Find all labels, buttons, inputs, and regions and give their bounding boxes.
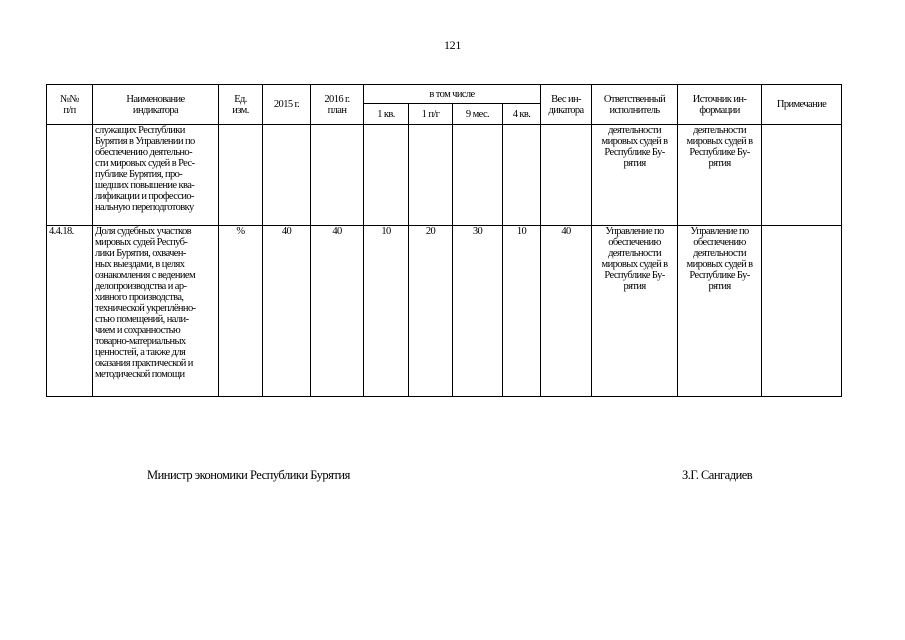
signatory-position: Министр экономики Республики Бурятия [147, 468, 350, 482]
cell-h1 [409, 125, 453, 226]
header-year-2015: 2015 г. [263, 85, 311, 125]
cell-note [762, 226, 842, 397]
cell-responsible: Управление по обеспечению деятельности мировых судей в Республике Бу- рятия [592, 226, 678, 397]
cell-source: деятельности мировых судей в Республике Бу- рятия [678, 125, 762, 226]
signatory-name: З.Г. Сангадиев [682, 468, 753, 482]
header-number: №№ п/п [47, 85, 93, 125]
cell-indicator-name: Доля судебных участков мировых судей Респуб- лики Бурятия, охвачен- ных выездами, в целях ознакомления с ведением делопроизводства и ар- хивного производства, технической укреплённо- стью помещений, нали- чием и сохранностью товарно-материальных ценностей, а также для оказания практической и методической помощи [93, 226, 219, 397]
header-indicator-name: Наименование индикатора [93, 85, 219, 125]
cell-year-2015: 40 [263, 226, 311, 397]
header-weight: Вес ин- дикатора [541, 85, 592, 125]
header-responsible: Ответственный исполнитель [592, 85, 678, 125]
cell-q1: 10 [364, 226, 409, 397]
page-number: 121 [443, 38, 462, 52]
header-q1: 1 кв. [364, 104, 409, 125]
cell-unit: % [219, 226, 263, 397]
header-including: в том числе [364, 85, 541, 104]
header-unit: Ед. изм. [219, 85, 263, 125]
cell-source: Управление по обеспечению деятельности мировых судей в Республике Бу- рятия [678, 226, 762, 397]
cell-q1 [364, 125, 409, 226]
header-year-2016-plan: 2016 г. план [311, 85, 364, 125]
cell-h1: 20 [409, 226, 453, 397]
indicators-table [46, 84, 842, 397]
cell-number: 4.4.18. [47, 226, 93, 397]
cell-year-2016: 40 [311, 226, 364, 397]
cell-q4 [503, 125, 541, 226]
table-row [47, 226, 842, 397]
cell-responsible: деятельности мировых судей в Республике Бу- рятия [592, 125, 678, 226]
cell-q4: 10 [503, 226, 541, 397]
cell-weight: 40 [541, 226, 592, 397]
header-h1: 1 п/г [409, 104, 453, 125]
cell-unit [219, 125, 263, 226]
cell-number [47, 125, 93, 226]
cell-weight [541, 125, 592, 226]
cell-indicator-name: служащих Республики Бурятия в Управлении по обеспечению деятельно- сти мировых судей в Рес- публике Бурятия, про- шедших повышение ква- лификации и профессио- нальную переподготовку [93, 125, 219, 226]
cell-note [762, 125, 842, 226]
header-source: Источник ин- формации [678, 85, 762, 125]
cell-9-months: 30 [453, 226, 503, 397]
cell-year-2016 [311, 125, 364, 226]
table-row [47, 125, 842, 226]
header-q4: 4 кв. [503, 104, 541, 125]
cell-year-2015 [263, 125, 311, 226]
cell-9-months [453, 125, 503, 226]
header-note: Примечание [762, 85, 842, 125]
header-9-months: 9 мес. [453, 104, 503, 125]
